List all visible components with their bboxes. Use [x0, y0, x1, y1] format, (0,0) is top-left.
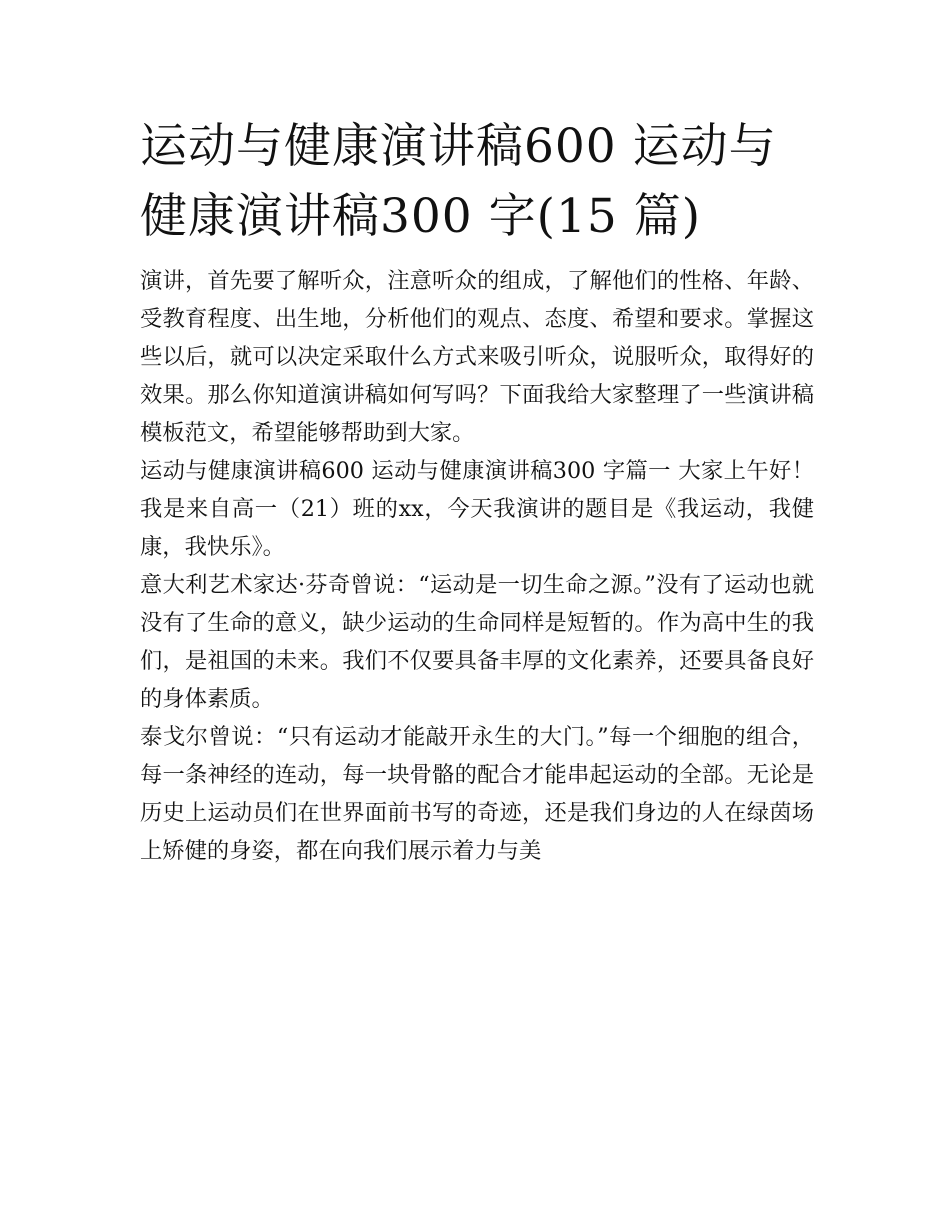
- paragraph-davinci-quote: 意大利艺术家达·芬奇曾说：“运动是一切生命之源。”没有了运动也就没有了生命的意义，缺少运动的生命同样是短暂的。作为高中生的我们，是祖国的未来。我们不仅要具备丰厚的文化素养，还要具备良好的身体素质。: [140, 572, 814, 712]
- paragraph-greeting: 运动与健康演讲稿600 运动与健康演讲稿300 字篇一 大家上午好！ 我是来自高一（21）班的xx，今天我演讲的题目是《我运动，我健康，我快乐》。: [140, 458, 814, 560]
- paragraph-intro: 演讲，首先要了解听众，注意听众的组成，了解他们的性格、年龄、受教育程度、出生地，分析他们的观点、态度、希望和要求。掌握这些以后，就可以决定采取什么方式来吸引听众，说服听众，取得好的效果。那么你知道演讲稿如何写吗？下面我给大家整理了一些演讲稿模板范文，希望能够帮助到大家。: [140, 268, 814, 446]
- document-body: [140, 262, 814, 870]
- paragraph-tagore-quote: 泰戈尔曾说：“只有运动才能敲开永生的大门。”每一个细胞的组合，每一条神经的连动，每一块骨骼的配合才能串起运动的全部。无论是历史上运动员们在世界面前书写的奇迹，还是我们身边的人在绿茵场上矫健的身姿，都在向我们展示着力与美: [140, 724, 814, 864]
- document-page: [140, 112, 814, 870]
- document-title: 运动与健康演讲稿600 运动与健康演讲稿300 字(15 篇): [140, 119, 777, 244]
